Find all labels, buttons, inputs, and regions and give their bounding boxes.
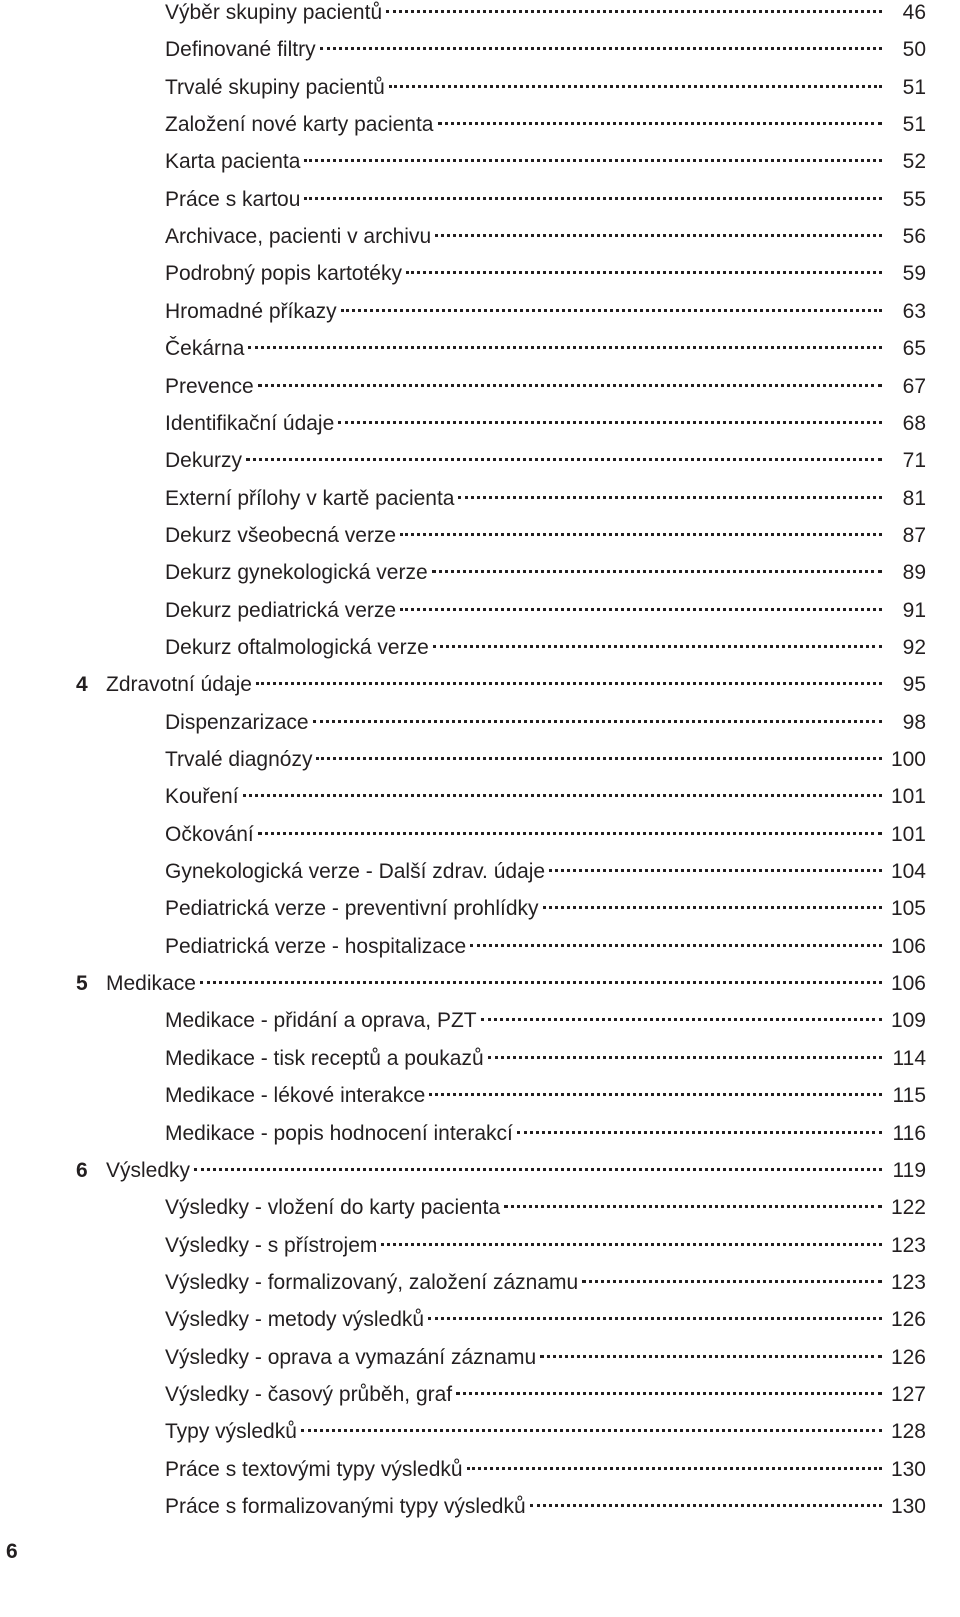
toc-entry bbox=[0, 368, 960, 406]
toc-entry-title: Výsledky bbox=[106, 1158, 191, 1182]
toc-entry-line bbox=[165, 778, 882, 816]
toc-entry-title: Medikace - tisk receptů a poukazů bbox=[165, 1046, 484, 1070]
toc-page-number: 106 bbox=[890, 972, 926, 996]
toc-entry bbox=[0, 778, 960, 816]
toc-page-number: 68 bbox=[902, 411, 926, 435]
toc-entry bbox=[0, 517, 960, 555]
toc-page-number: 55 bbox=[902, 187, 926, 211]
dot-leader bbox=[316, 757, 882, 760]
toc-page-number: 91 bbox=[902, 598, 926, 622]
toc-entry bbox=[0, 1376, 960, 1414]
dot-leader bbox=[338, 421, 882, 424]
dot-leader bbox=[582, 1280, 882, 1283]
toc-entry-line bbox=[165, 928, 882, 966]
toc-page-number: 81 bbox=[902, 486, 926, 510]
toc-entry-line bbox=[165, 890, 882, 928]
toc-entry-line bbox=[165, 143, 882, 181]
toc-page-number: 56 bbox=[902, 225, 926, 249]
dot-leader bbox=[304, 159, 882, 162]
dot-leader bbox=[530, 1504, 882, 1507]
toc-entry-line bbox=[165, 1227, 882, 1265]
toc-entry bbox=[0, 704, 960, 742]
dot-leader bbox=[258, 384, 882, 387]
toc-entry-title: Pediatrická verze - hospitalizace bbox=[165, 934, 467, 958]
toc-entry-line bbox=[165, 480, 882, 518]
toc-entry-line bbox=[165, 1413, 882, 1451]
toc-page-number: 59 bbox=[902, 262, 926, 286]
toc-page-number: 128 bbox=[890, 1420, 926, 1444]
toc-page-number: 126 bbox=[890, 1308, 926, 1332]
page-number: 6 bbox=[6, 1540, 18, 1563]
toc-page-number: 126 bbox=[890, 1345, 926, 1369]
dot-leader bbox=[389, 85, 882, 88]
toc-page-number: 87 bbox=[902, 523, 926, 547]
toc-entry bbox=[0, 480, 960, 518]
toc-entry bbox=[0, 255, 960, 293]
toc-entry-title: Medikace - přidání a oprava, PZT bbox=[165, 1009, 477, 1033]
dot-leader bbox=[438, 122, 883, 125]
toc-entry bbox=[0, 330, 960, 368]
toc-page-number: 100 bbox=[890, 748, 926, 771]
dot-leader bbox=[400, 608, 882, 611]
toc-entry-title: Karta pacienta bbox=[165, 150, 301, 174]
toc-entry bbox=[0, 293, 960, 331]
toc-page-number: 52 bbox=[902, 150, 926, 174]
toc-entry bbox=[0, 1301, 960, 1339]
toc-entry-title: Výsledky - s přístrojem bbox=[165, 1233, 378, 1257]
toc-entry-line bbox=[165, 69, 882, 107]
dot-leader bbox=[540, 1355, 882, 1358]
toc-page-number: 71 bbox=[902, 449, 926, 473]
toc-entry-line bbox=[165, 368, 882, 406]
dot-leader bbox=[406, 271, 882, 274]
toc-entry-title: Dekurz oftalmologická verze bbox=[165, 635, 429, 659]
toc-entry-title: Výsledky - vložení do karty pacienta bbox=[165, 1196, 500, 1220]
toc-page-number: 109 bbox=[890, 1009, 926, 1033]
dot-leader bbox=[313, 720, 882, 723]
dot-leader bbox=[256, 682, 882, 685]
toc-entry bbox=[0, 0, 960, 32]
toc-entry bbox=[0, 218, 960, 256]
dot-leader bbox=[517, 1131, 882, 1134]
dot-leader bbox=[428, 1317, 882, 1320]
toc-entry-title: Práce s formalizovanými typy výsledků bbox=[165, 1495, 526, 1518]
dot-leader bbox=[549, 869, 882, 872]
dot-leader bbox=[246, 458, 882, 461]
toc-entry bbox=[0, 442, 960, 480]
toc-entry-line bbox=[165, 405, 882, 443]
dot-leader bbox=[258, 832, 882, 835]
toc-entry-line bbox=[165, 1115, 882, 1153]
toc-page-number: 122 bbox=[890, 1196, 926, 1220]
toc-entry-title: Založení nové karty pacienta bbox=[165, 113, 434, 137]
dot-leader bbox=[432, 570, 882, 573]
toc-page-number: 104 bbox=[890, 860, 926, 884]
toc-entry bbox=[0, 1451, 960, 1489]
toc-entry-line bbox=[165, 1189, 882, 1227]
toc-entry bbox=[0, 1115, 960, 1153]
toc-entry bbox=[0, 592, 960, 630]
toc-page-number: 101 bbox=[890, 822, 926, 846]
toc-entry-title: Dekurz všeobecná verze bbox=[165, 523, 397, 547]
toc-entry-line bbox=[165, 218, 882, 256]
toc-entry-title: Medikace - popis hodnocení interakcí bbox=[165, 1121, 513, 1145]
toc-entry bbox=[0, 629, 960, 667]
toc-page-number: 116 bbox=[892, 1121, 926, 1145]
toc-page-number: 119 bbox=[892, 1158, 926, 1182]
toc-page-number: 114 bbox=[892, 1046, 926, 1070]
toc-entry-line bbox=[165, 1488, 882, 1526]
toc-entry-title: Zdravotní údaje bbox=[106, 673, 252, 697]
toc-entry-line bbox=[165, 442, 882, 480]
toc-entry-title: Výsledky - oprava a vymazání záznamu bbox=[165, 1345, 537, 1369]
toc-entry bbox=[0, 181, 960, 219]
toc-entry bbox=[0, 816, 960, 854]
toc-entry-title: Podrobný popis kartotéky bbox=[165, 262, 402, 286]
toc-entry-title: Definované filtry bbox=[165, 38, 316, 62]
dot-leader bbox=[435, 234, 882, 237]
toc-entry-title: Prevence bbox=[165, 374, 254, 398]
toc-page-number: 89 bbox=[902, 561, 926, 585]
toc-entry bbox=[0, 890, 960, 928]
dot-leader bbox=[456, 1392, 882, 1395]
toc-entry-title: Typy výsledků bbox=[165, 1420, 297, 1444]
toc-entry-line bbox=[165, 31, 882, 69]
toc-page-number: 95 bbox=[902, 673, 926, 697]
toc-entry-line bbox=[165, 1264, 882, 1302]
toc-entry-title: Práce s kartou bbox=[165, 187, 301, 211]
toc-entry-title: Dispenzarizace bbox=[165, 710, 309, 734]
toc-entry-title: Čekárna bbox=[165, 337, 245, 361]
toc-page-number: 123 bbox=[890, 1270, 926, 1294]
toc-chapter-entry bbox=[0, 666, 960, 704]
toc-page-number: 130 bbox=[890, 1457, 926, 1481]
dot-leader bbox=[433, 645, 882, 648]
toc-entry-title: Trvalé diagnózy bbox=[165, 748, 313, 771]
toc-entry-line bbox=[106, 1152, 882, 1190]
toc-entry-line bbox=[106, 666, 882, 704]
toc-entry-line bbox=[165, 741, 882, 779]
toc-page-number: 67 bbox=[902, 374, 926, 398]
toc-page-number: 46 bbox=[902, 1, 926, 24]
toc-entry-line bbox=[165, 816, 882, 854]
toc-entry-title: Výsledky - metody výsledků bbox=[165, 1308, 425, 1332]
toc-entry-title: Medikace - lékové interakce bbox=[165, 1084, 426, 1108]
toc-entry bbox=[0, 853, 960, 891]
toc-page-number: 63 bbox=[902, 299, 926, 323]
toc-page-number: 65 bbox=[902, 337, 926, 361]
toc-entry bbox=[0, 405, 960, 443]
toc-entry-title: Medikace bbox=[106, 972, 196, 996]
toc-entry-title: Archivace, pacienti v archivu bbox=[165, 225, 432, 249]
toc-entry-line bbox=[165, 106, 882, 144]
toc-entry-line bbox=[165, 517, 882, 555]
dot-leader bbox=[243, 794, 882, 797]
toc-entry-line bbox=[165, 853, 882, 891]
toc-entry bbox=[0, 106, 960, 144]
dot-leader bbox=[481, 1018, 882, 1021]
toc-entry bbox=[0, 1488, 960, 1526]
dot-leader bbox=[248, 346, 882, 349]
toc-entry bbox=[0, 1189, 960, 1227]
toc-entry-line bbox=[165, 1040, 882, 1078]
toc-entry-line bbox=[165, 181, 882, 219]
toc-page-number: 115 bbox=[892, 1084, 926, 1108]
toc-entry-line bbox=[165, 293, 882, 331]
dot-leader bbox=[470, 944, 882, 947]
toc-page-number: 127 bbox=[890, 1382, 926, 1406]
toc-page-number: 105 bbox=[890, 897, 926, 921]
toc-chapter-entry bbox=[0, 1152, 960, 1190]
toc-entry bbox=[0, 1339, 960, 1377]
dot-leader bbox=[386, 10, 882, 13]
toc-entry bbox=[0, 1227, 960, 1265]
toc-entry bbox=[0, 1077, 960, 1115]
toc-entry-title: Kouření bbox=[165, 785, 239, 809]
dot-leader bbox=[301, 1429, 882, 1432]
toc-entry bbox=[0, 928, 960, 966]
toc-entry-title: Identifikační údaje bbox=[165, 411, 335, 435]
toc-entry bbox=[0, 741, 960, 779]
dot-leader bbox=[304, 197, 882, 200]
toc-entry-title: Trvalé skupiny pacientů bbox=[165, 75, 385, 99]
toc-page-number: 106 bbox=[890, 934, 926, 958]
dot-leader bbox=[458, 496, 882, 499]
toc-entry-line bbox=[165, 1451, 882, 1489]
toc-entry bbox=[0, 1413, 960, 1451]
toc-entry-title: Externí přílohy v kartě pacienta bbox=[165, 486, 455, 510]
dot-leader bbox=[320, 47, 882, 50]
toc-entry-line bbox=[165, 255, 882, 293]
toc-entry-title: Výsledky - časový průběh, graf bbox=[165, 1382, 453, 1406]
toc-page-number: 101 bbox=[890, 785, 926, 809]
toc-entry-title: Pediatrická verze - preventivní prohlídky bbox=[165, 897, 539, 921]
toc-entry-line bbox=[106, 965, 882, 1003]
toc-entry-title: Dekurz pediatrická verze bbox=[165, 598, 397, 622]
toc-entry bbox=[0, 1040, 960, 1078]
dot-leader bbox=[429, 1093, 882, 1096]
toc-page-number: 98 bbox=[902, 710, 926, 734]
dot-leader bbox=[194, 1168, 882, 1171]
toc-entry bbox=[0, 69, 960, 107]
toc-page-number: 123 bbox=[890, 1233, 926, 1257]
dot-leader bbox=[543, 906, 883, 909]
toc-entry bbox=[0, 143, 960, 181]
toc-entry-line bbox=[165, 1002, 882, 1040]
toc-chapter-number: 6 bbox=[76, 1158, 88, 1182]
toc-entry bbox=[0, 554, 960, 592]
toc-entry-title: Práce s textovými typy výsledků bbox=[165, 1457, 463, 1481]
toc-entry bbox=[0, 31, 960, 69]
dot-leader bbox=[200, 981, 882, 984]
toc-entry-line bbox=[165, 1301, 882, 1339]
toc-page-number: 130 bbox=[890, 1495, 926, 1518]
toc-entry-line bbox=[165, 0, 882, 32]
toc-entry-line bbox=[165, 330, 882, 368]
dot-leader bbox=[400, 533, 882, 536]
toc-entry-title: Výsledky - formalizovaný, založení záznamu bbox=[165, 1270, 579, 1294]
toc-page-number: 50 bbox=[902, 38, 926, 62]
toc-entry-line bbox=[165, 629, 882, 667]
toc-chapter-number: 4 bbox=[76, 673, 88, 697]
toc-entry-line bbox=[165, 704, 882, 742]
toc-page-number: 51 bbox=[902, 113, 926, 137]
toc-entry-line bbox=[165, 1376, 882, 1414]
toc-entry bbox=[0, 1002, 960, 1040]
dot-leader bbox=[381, 1243, 882, 1246]
toc-entry-line bbox=[165, 554, 882, 592]
toc-entry-title: Gynekologická verze - Další zdrav. údaje bbox=[165, 860, 546, 884]
toc-entry-line bbox=[165, 1077, 882, 1115]
toc-entry-title: Dekurzy bbox=[165, 449, 243, 473]
toc-entry bbox=[0, 1264, 960, 1302]
dot-leader bbox=[488, 1056, 882, 1059]
toc-entry-line bbox=[165, 1339, 882, 1377]
toc-entry-title: Dekurz gynekologická verze bbox=[165, 561, 428, 585]
toc-chapter-number: 5 bbox=[76, 972, 88, 996]
toc-page-number: 51 bbox=[902, 75, 926, 99]
dot-leader bbox=[504, 1205, 882, 1208]
dot-leader bbox=[467, 1467, 882, 1470]
toc-page-number: 92 bbox=[902, 635, 926, 659]
dot-leader bbox=[341, 309, 882, 312]
toc-entry-line bbox=[165, 592, 882, 630]
toc-entry-title: Očkování bbox=[165, 822, 254, 846]
toc-entry-title: Hromadné příkazy bbox=[165, 299, 337, 323]
toc-chapter-entry bbox=[0, 965, 960, 1003]
toc-entry-title: Výběr skupiny pacientů bbox=[165, 1, 383, 24]
